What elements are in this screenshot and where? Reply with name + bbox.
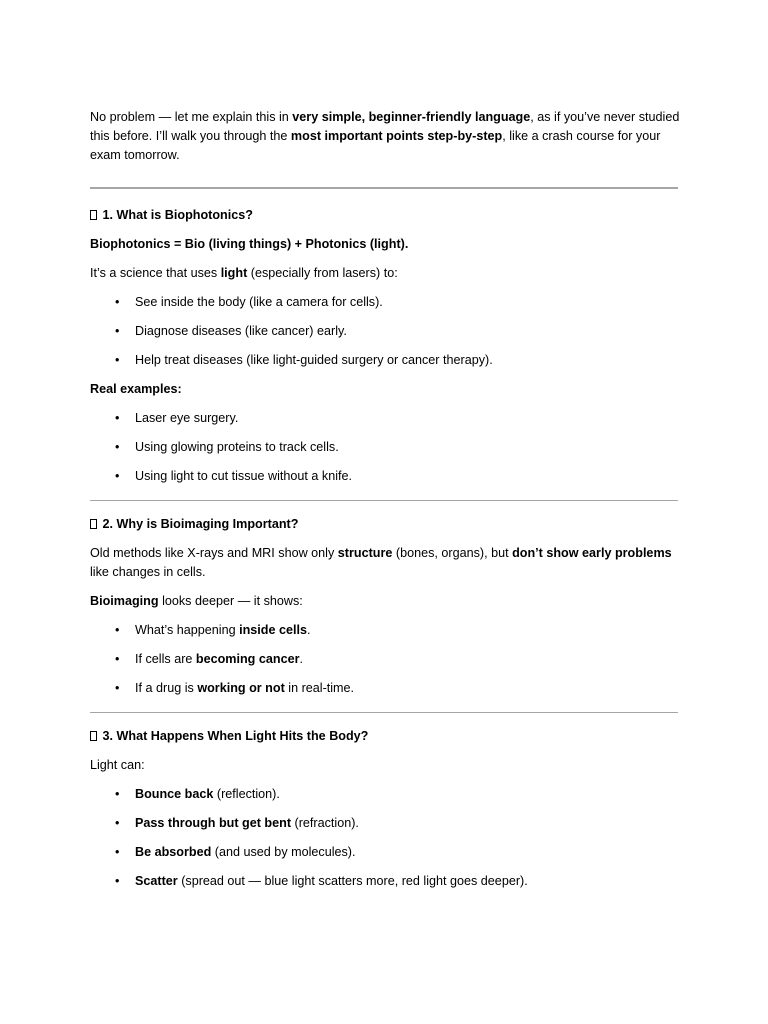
list-item-text: Laser eye surgery. bbox=[135, 411, 239, 425]
paragraph-bold: structure bbox=[337, 546, 393, 560]
divider bbox=[90, 712, 678, 713]
list-item-text: What’s happening bbox=[135, 623, 240, 637]
list-item-text: . bbox=[299, 652, 303, 666]
intro-text: No problem — let me explain this in bbox=[90, 110, 293, 124]
list-item-text: in real-time. bbox=[284, 681, 355, 695]
uses-bold: light bbox=[220, 266, 248, 280]
bullet-icon: • bbox=[115, 787, 120, 801]
methods-paragraph bbox=[90, 544, 680, 582]
list-item bbox=[90, 293, 680, 312]
examples-list bbox=[90, 409, 680, 486]
uses-list bbox=[90, 293, 680, 370]
section-heading bbox=[90, 206, 680, 225]
list-item bbox=[90, 351, 680, 370]
list-item bbox=[90, 650, 680, 669]
list-item-text: Diagnose diseases (like cancer) early. bbox=[135, 324, 347, 338]
paragraph-text: looks deeper — it shows: bbox=[158, 594, 303, 608]
list-item-text: (reflection). bbox=[213, 787, 280, 801]
paragraph-text: like changes in cells. bbox=[90, 565, 206, 579]
section-heading bbox=[90, 515, 680, 534]
bullet-icon: • bbox=[115, 324, 120, 338]
list-item-bold: Scatter bbox=[135, 874, 178, 888]
bullet-icon: • bbox=[115, 440, 120, 454]
light-effects-list bbox=[90, 785, 680, 891]
document-page bbox=[90, 108, 680, 891]
examples-heading-text: Real examples: bbox=[90, 382, 182, 396]
bioimaging-paragraph bbox=[90, 592, 680, 611]
missing-glyph-icon bbox=[90, 731, 97, 741]
list-item bbox=[90, 843, 680, 862]
intro-paragraph bbox=[90, 108, 680, 165]
section-heading bbox=[90, 727, 680, 746]
list-item-text: Using glowing proteins to track cells. bbox=[135, 440, 339, 454]
intro-text: , as if you’ve never studied this before. I’ll walk you through the bbox=[90, 110, 680, 143]
section-heading-text: 3. What Happens When Light Hits the Body? bbox=[102, 729, 369, 743]
list-item-bold: working or not bbox=[197, 681, 285, 695]
paragraph-bold: don’t show early problems bbox=[512, 546, 672, 560]
divider bbox=[90, 187, 678, 189]
bullet-icon: • bbox=[115, 816, 120, 830]
uses-paragraph bbox=[90, 264, 680, 283]
list-item-text: Help treat diseases (like light-guided surgery or cancer therapy). bbox=[135, 353, 493, 367]
list-item bbox=[90, 409, 680, 428]
missing-glyph-icon bbox=[90, 210, 97, 220]
list-item bbox=[90, 679, 680, 698]
list-item-text: . bbox=[307, 623, 311, 637]
list-item-text: If cells are bbox=[135, 652, 196, 666]
section-heading-text: 1. What is Biophotonics? bbox=[102, 208, 253, 222]
list-item bbox=[90, 322, 680, 341]
definition bbox=[90, 235, 680, 254]
paragraph-text: (bones, organs), but bbox=[392, 546, 513, 560]
list-item-bold: Pass through but get bent bbox=[135, 816, 292, 830]
section-heading-text: 2. Why is Bioimaging Important? bbox=[102, 517, 299, 531]
paragraph-text: Light can: bbox=[90, 758, 145, 772]
list-item bbox=[90, 438, 680, 457]
list-item-text: (spread out — blue light scatters more, red light goes deeper). bbox=[177, 874, 528, 888]
bullet-icon: • bbox=[115, 874, 120, 888]
list-item-bold: Bounce back bbox=[135, 787, 214, 801]
intro-bold: very simple, beginner-friendly language bbox=[292, 110, 531, 124]
paragraph-text: Old methods like X-rays and MRI show only bbox=[90, 546, 338, 560]
bullet-icon: • bbox=[115, 295, 120, 309]
missing-glyph-icon bbox=[90, 519, 97, 529]
list-item bbox=[90, 814, 680, 833]
definition-text: Biophotonics = Bio (living things) + Photonics (light). bbox=[90, 237, 409, 251]
list-item bbox=[90, 467, 680, 486]
uses-text: (especially from lasers) to: bbox=[247, 266, 398, 280]
list-item bbox=[90, 872, 680, 891]
list-item-text: (and used by molecules). bbox=[211, 845, 356, 859]
list-item-text: Using light to cut tissue without a knife. bbox=[135, 469, 353, 483]
uses-text: It’s a science that uses bbox=[90, 266, 221, 280]
list-item-bold: Be absorbed bbox=[135, 845, 212, 859]
bullet-icon: • bbox=[115, 469, 120, 483]
list-item-bold: becoming cancer bbox=[195, 652, 300, 666]
bullet-icon: • bbox=[115, 652, 120, 666]
bullet-icon: • bbox=[115, 353, 120, 367]
intro-bold: most important points step-by-step bbox=[290, 129, 503, 143]
bullet-icon: • bbox=[115, 681, 120, 695]
intro-text: , like a crash course for your exam tomorrow. bbox=[90, 129, 661, 162]
list-item-text: If a drug is bbox=[135, 681, 198, 695]
divider bbox=[90, 500, 678, 501]
list-item-bold: inside cells bbox=[239, 623, 307, 637]
paragraph-bold: Bioimaging bbox=[90, 594, 159, 608]
bullet-icon: • bbox=[115, 623, 120, 637]
light-intro bbox=[90, 756, 680, 775]
bullet-icon: • bbox=[115, 845, 120, 859]
list-item-text: See inside the body (like a camera for cells). bbox=[135, 295, 383, 309]
bullet-icon: • bbox=[115, 411, 120, 425]
list-item bbox=[90, 621, 680, 640]
bioimaging-list bbox=[90, 621, 680, 698]
examples-heading bbox=[90, 380, 680, 399]
list-item bbox=[90, 785, 680, 804]
list-item-text: (refraction). bbox=[291, 816, 359, 830]
